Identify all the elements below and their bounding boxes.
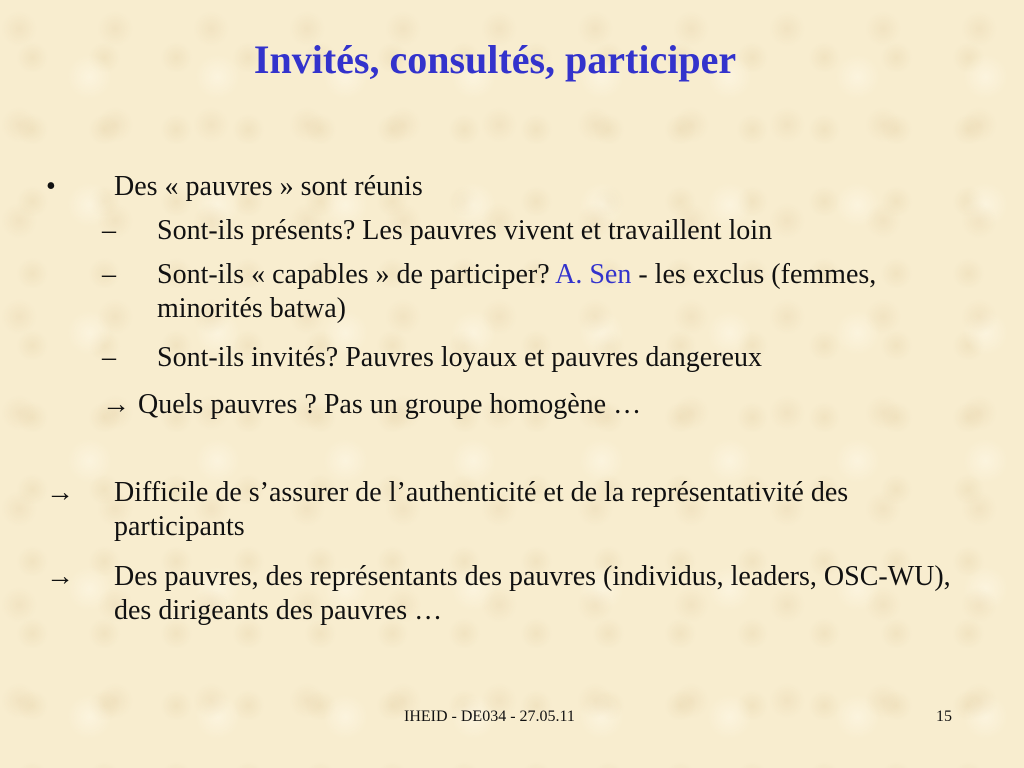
dash-marker: – (102, 215, 116, 246)
sub-bullet-item-2 (102, 258, 902, 326)
author-name-highlight: A. Sen (555, 259, 632, 290)
sub-bullet-text-end: - les exclus (femmes, minorités batwa) (157, 259, 877, 324)
page-number: 15 (936, 708, 952, 725)
bullet-item-3 (46, 560, 966, 628)
slide-title: Invités, consultés, participer (253, 37, 737, 82)
sub-bullet-text (157, 258, 902, 326)
footer-label: IHEID - DE034 - 27.05.11 (404, 708, 575, 725)
bullet-text: Des « pauvres » sont réunis (114, 171, 423, 202)
sub-bullet-text: Sont-ils invités? Pauvres loyaux et pauvres dangereux (157, 342, 762, 373)
bullet-marker: • (46, 171, 56, 202)
sub-bullet-text: Sont-ils présents? Les pauvres vivent et travaillent loin (157, 215, 773, 246)
bullet-item-1 (46, 170, 946, 204)
arrow-conclusion-line (102, 388, 962, 422)
sub-bullet-item-1 (102, 214, 962, 248)
dash-marker: – (102, 342, 116, 373)
bullet-text: Difficile de s’assurer de l’authenticité et de la représentativité des participants (114, 477, 849, 542)
arrow-right-icon: → (46, 561, 74, 592)
bullet-text: Des pauvres, des représentants des pauvres (individus, leaders, OSC-WU), des dirigeants des pauvres … (114, 561, 951, 626)
arrow-right-icon: → (102, 389, 130, 420)
arrow-line-text: Quels pauvres ? Pas un groupe homogène … (138, 389, 642, 420)
sub-bullet-item-3 (102, 341, 962, 375)
arrow-right-icon: → (46, 477, 74, 508)
sub-bullet-text-start: Sont-ils « capables » de participer? (157, 259, 556, 290)
dash-marker: – (102, 259, 116, 290)
bullet-item-2 (46, 476, 946, 544)
